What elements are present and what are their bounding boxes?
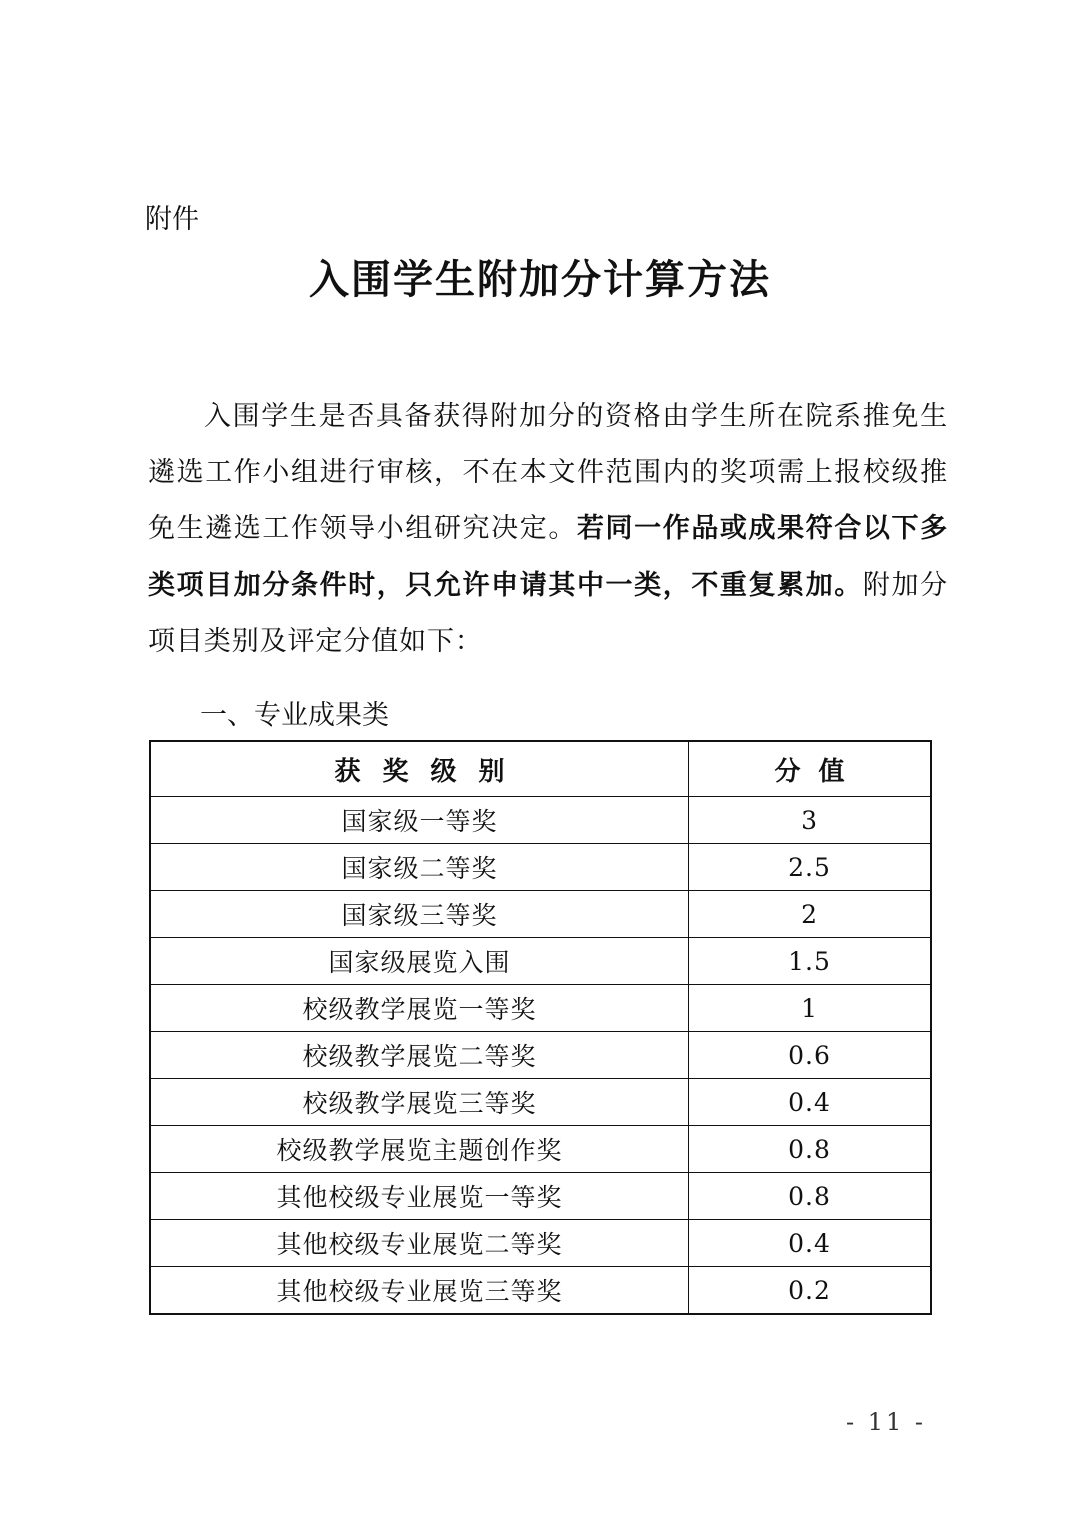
attachment-label: 附件 [145, 204, 199, 235]
score-cell: 2 [689, 891, 931, 938]
award-level-cell: 校级教学展览一等奖 [150, 985, 689, 1032]
award-level-cell: 其他校级专业展览二等奖 [150, 1220, 689, 1267]
award-level-cell: 校级教学展览三等奖 [150, 1079, 689, 1126]
table-row [150, 797, 931, 844]
award-level-cell: 国家级三等奖 [150, 891, 689, 938]
score-cell: 3 [689, 797, 931, 844]
award-level-cell: 国家级一等奖 [150, 797, 689, 844]
intro-text-bold: 若同一作品或成果符合以下多类项目加分条件时，只允许申请其中一类，不重复累加。 [148, 513, 949, 601]
table-row [150, 844, 931, 891]
score-cell: 1 [689, 985, 931, 1032]
score-cell: 1.5 [689, 938, 931, 985]
score-cell: 0.6 [689, 1032, 931, 1079]
award-level-cell: 国家级展览入围 [150, 938, 689, 985]
table-row [150, 1079, 931, 1126]
score-cell: 0.8 [689, 1173, 931, 1220]
intro-text-part3: 附加分项目类别及评定分值如下： [148, 569, 948, 657]
table-header-row [150, 741, 931, 797]
section-heading: 一、专业成果类 [200, 700, 389, 731]
table-row [150, 1126, 931, 1173]
table-row [150, 1173, 931, 1220]
intro-text-part1: 入围学生是否具备获得附加分的资格由学生所在院系推免生遴选工作小组进行审核，不在本文件范围内的奖项需上报校级推免生遴选工作领导小组研究决定。 [148, 401, 948, 545]
score-cell: 0.4 [689, 1220, 931, 1267]
score-cell: 0.2 [689, 1267, 931, 1315]
page-number: - 11 - [846, 1408, 927, 1436]
table-row [150, 1267, 931, 1315]
column-header-score: 分值 [689, 741, 931, 797]
score-cell: 0.4 [689, 1079, 931, 1126]
intro-paragraph [148, 389, 948, 670]
table-row [150, 985, 931, 1032]
score-cell: 0.8 [689, 1126, 931, 1173]
document-title: 入围学生附加分计算方法 [309, 256, 771, 303]
award-score-table [149, 740, 932, 1315]
award-level-cell: 其他校级专业展览一等奖 [150, 1173, 689, 1220]
award-level-cell: 校级教学展览主题创作奖 [150, 1126, 689, 1173]
score-cell: 2.5 [689, 844, 931, 891]
table-row [150, 1220, 931, 1267]
table-row [150, 938, 931, 985]
award-level-cell: 其他校级专业展览三等奖 [150, 1267, 689, 1315]
table-row [150, 891, 931, 938]
table-row [150, 1032, 931, 1079]
column-header-award-level: 获奖级别 [150, 741, 689, 797]
award-level-cell: 国家级二等奖 [150, 844, 689, 891]
award-level-cell: 校级教学展览二等奖 [150, 1032, 689, 1079]
